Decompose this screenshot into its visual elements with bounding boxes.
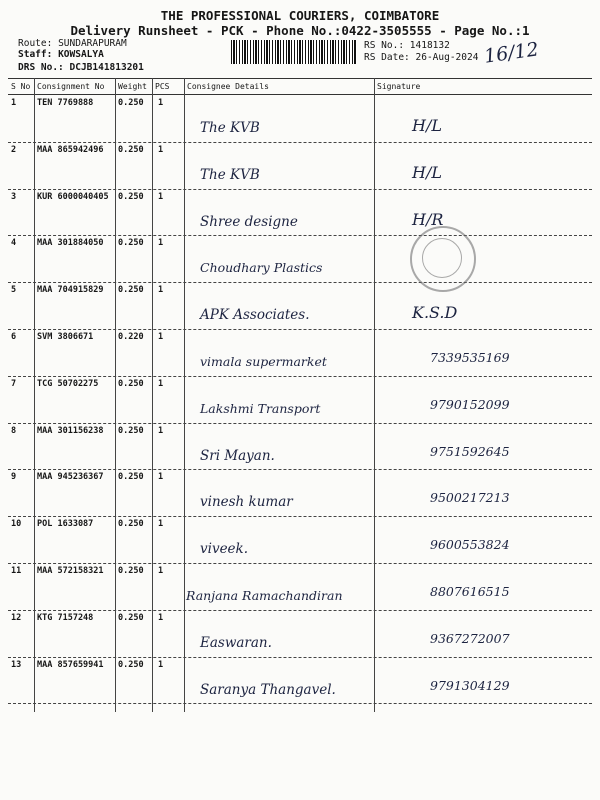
company-stamp — [410, 226, 476, 292]
row-pcs: 1 — [158, 425, 164, 436]
row-pcs: 1 — [158, 332, 164, 342]
row-pcs: 1 — [158, 238, 164, 249]
staff-value: KOWSALYA — [58, 49, 104, 60]
row-weight: 0.250 — [118, 425, 144, 436]
row-separator — [8, 610, 592, 611]
row-signature-handwritten: H/L — [412, 162, 442, 182]
row-consignee-handwritten: Shree designe — [200, 213, 298, 230]
row-signature-handwritten: 8807616515 — [430, 584, 510, 599]
row-consignee-handwritten: Ranjana Ramachandiran — [186, 588, 343, 603]
row-weight: 0.250 — [118, 238, 144, 249]
row-weight: 0.220 — [118, 332, 144, 342]
row-sno: 9 — [11, 472, 17, 483]
rs-date-line — [364, 52, 478, 63]
row-pcs: 1 — [158, 472, 164, 483]
row-consignment-no: MAA 704915829 — [37, 285, 104, 296]
row-consignee-handwritten: Lakshmi Transport — [200, 400, 321, 416]
row-consignee-handwritten: The KVB — [200, 166, 260, 183]
col-header-consignee: Consignee Details — [187, 82, 269, 91]
row-separator — [8, 142, 592, 143]
row-sno: 8 — [11, 425, 17, 436]
route-label: Route: — [18, 38, 53, 49]
header-bottom-rule — [8, 94, 592, 95]
row-consignment-no: TEN 7769888 — [37, 98, 94, 108]
col-header-consignment: Consignment No — [37, 82, 105, 91]
runsheet-title: Delivery Runsheet - PCK - Phone No.:0422-3505555 - Page No.:1 — [70, 23, 530, 38]
company-title: THE PROFESSIONAL COURIERS, COIMBATORE — [160, 8, 440, 23]
col-header-weight: Weight — [118, 82, 147, 91]
row-sno: 5 — [11, 285, 17, 296]
rs-no-line — [364, 40, 450, 51]
route-value: SUNDARAPURAM — [58, 38, 127, 49]
row-pcs: 1 — [158, 144, 164, 155]
row-separator — [8, 657, 592, 658]
row-consignment-no: MAA 945236367 — [37, 472, 104, 483]
col-divider — [34, 78, 35, 712]
row-consignee-handwritten: vimala supermarket — [200, 354, 327, 369]
col-divider — [115, 78, 116, 712]
staff-label: Staff: — [18, 49, 53, 60]
row-consignment-no: MAA 572158321 — [37, 566, 104, 576]
row-sno: 10 — [11, 519, 22, 530]
route-line — [18, 38, 127, 49]
col-header-signature: Signature — [377, 82, 421, 91]
row-weight: 0.250 — [118, 519, 144, 530]
drs-line — [18, 62, 144, 73]
rs-no-value: 1418132 — [409, 40, 450, 51]
row-sno: 11 — [11, 566, 22, 576]
row-consignee-handwritten: Easwaran. — [200, 634, 272, 651]
row-consignee-handwritten: The KVB — [200, 120, 260, 136]
row-weight: 0.250 — [118, 378, 144, 389]
row-pcs: 1 — [158, 285, 164, 296]
row-weight: 0.250 — [118, 566, 144, 576]
row-consignment-no: SVM 3806671 — [37, 332, 94, 342]
row-consignment-no: POL 1633087 — [37, 519, 94, 530]
row-weight: 0.250 — [118, 98, 144, 108]
row-weight: 0.250 — [118, 144, 144, 155]
drs-label: DRS No.: — [18, 62, 64, 73]
row-sno: 2 — [11, 144, 17, 155]
row-weight: 0.250 — [118, 612, 144, 623]
row-separator — [8, 516, 592, 517]
row-consignment-no: MAA 865942496 — [37, 144, 104, 155]
table-top-rule — [8, 78, 592, 79]
barcode-image — [231, 40, 357, 64]
row-separator — [8, 376, 592, 377]
row-consignee-handwritten: Choudhary Plastics — [200, 260, 323, 276]
row-consignment-no: MAA 857659941 — [37, 659, 104, 670]
row-signature-handwritten: H/R — [412, 209, 444, 229]
rs-date-value: 26-Aug-2024 — [415, 52, 479, 63]
handwritten-date: 16/12 — [482, 38, 541, 68]
col-divider — [374, 78, 375, 712]
row-signature-handwritten: 9367272007 — [430, 630, 510, 646]
row-signature-handwritten: 9791304129 — [430, 677, 510, 693]
row-signature-handwritten: 9790152099 — [430, 396, 510, 412]
row-sno: 1 — [11, 98, 17, 108]
row-separator — [8, 235, 592, 236]
row-separator — [8, 469, 592, 470]
col-divider — [184, 78, 185, 712]
row-pcs: 1 — [158, 659, 164, 670]
row-consignment-no: TCG 50702275 — [37, 378, 99, 389]
row-separator — [8, 423, 592, 424]
staff-line — [18, 49, 104, 60]
row-weight: 0.250 — [118, 659, 144, 670]
row-consignment-no: MAA 301884050 — [37, 238, 104, 249]
row-pcs: 1 — [158, 378, 164, 389]
row-separator — [8, 189, 592, 190]
row-pcs: 1 — [158, 612, 164, 623]
row-consignment-no: MAA 301156238 — [37, 425, 104, 436]
row-pcs: 1 — [158, 98, 164, 108]
row-pcs: 1 — [158, 519, 164, 530]
row-separator — [8, 282, 592, 283]
row-consignee-handwritten: vinesh kumar — [200, 494, 293, 511]
row-sno: 12 — [11, 612, 22, 623]
rs-no-label: RS No.: — [364, 40, 405, 51]
row-signature-handwritten: 9600553824 — [430, 537, 510, 553]
row-pcs: 1 — [158, 566, 164, 576]
row-separator — [8, 703, 592, 704]
row-signature-handwritten: 9500217213 — [430, 490, 510, 506]
row-weight: 0.250 — [118, 472, 144, 483]
row-sno: 4 — [11, 238, 17, 249]
row-consignee-handwritten: APK Associates. — [200, 307, 310, 324]
row-separator — [8, 329, 592, 330]
row-separator — [8, 563, 592, 564]
row-signature-handwritten: K.S.D — [412, 303, 458, 323]
row-sno: 6 — [11, 332, 17, 342]
row-signature-handwritten: 9751592645 — [430, 443, 510, 459]
col-header-sno: S No — [11, 82, 31, 91]
row-consignee-handwritten: Saranya Thangavel. — [200, 681, 336, 698]
row-sno: 3 — [11, 191, 17, 202]
row-consignee-handwritten: Sri Mayan. — [200, 447, 275, 464]
row-pcs: 1 — [158, 191, 164, 202]
row-consignment-no: KUR 6000040405 — [37, 191, 109, 202]
row-sno: 7 — [11, 378, 17, 389]
row-sno: 13 — [11, 659, 22, 670]
row-signature-handwritten: 7339535169 — [430, 350, 510, 365]
row-weight: 0.250 — [118, 191, 144, 202]
row-signature-handwritten: H/L — [412, 116, 442, 135]
col-divider — [152, 78, 153, 712]
row-weight: 0.250 — [118, 285, 144, 296]
col-header-pcs: PCS — [155, 82, 170, 91]
drs-value: DCJB141813201 — [69, 62, 144, 73]
row-consignee-handwritten: viveek. — [200, 541, 249, 558]
row-consignment-no: KTG 7157248 — [37, 612, 94, 623]
rs-date-label: RS Date: — [364, 52, 410, 63]
